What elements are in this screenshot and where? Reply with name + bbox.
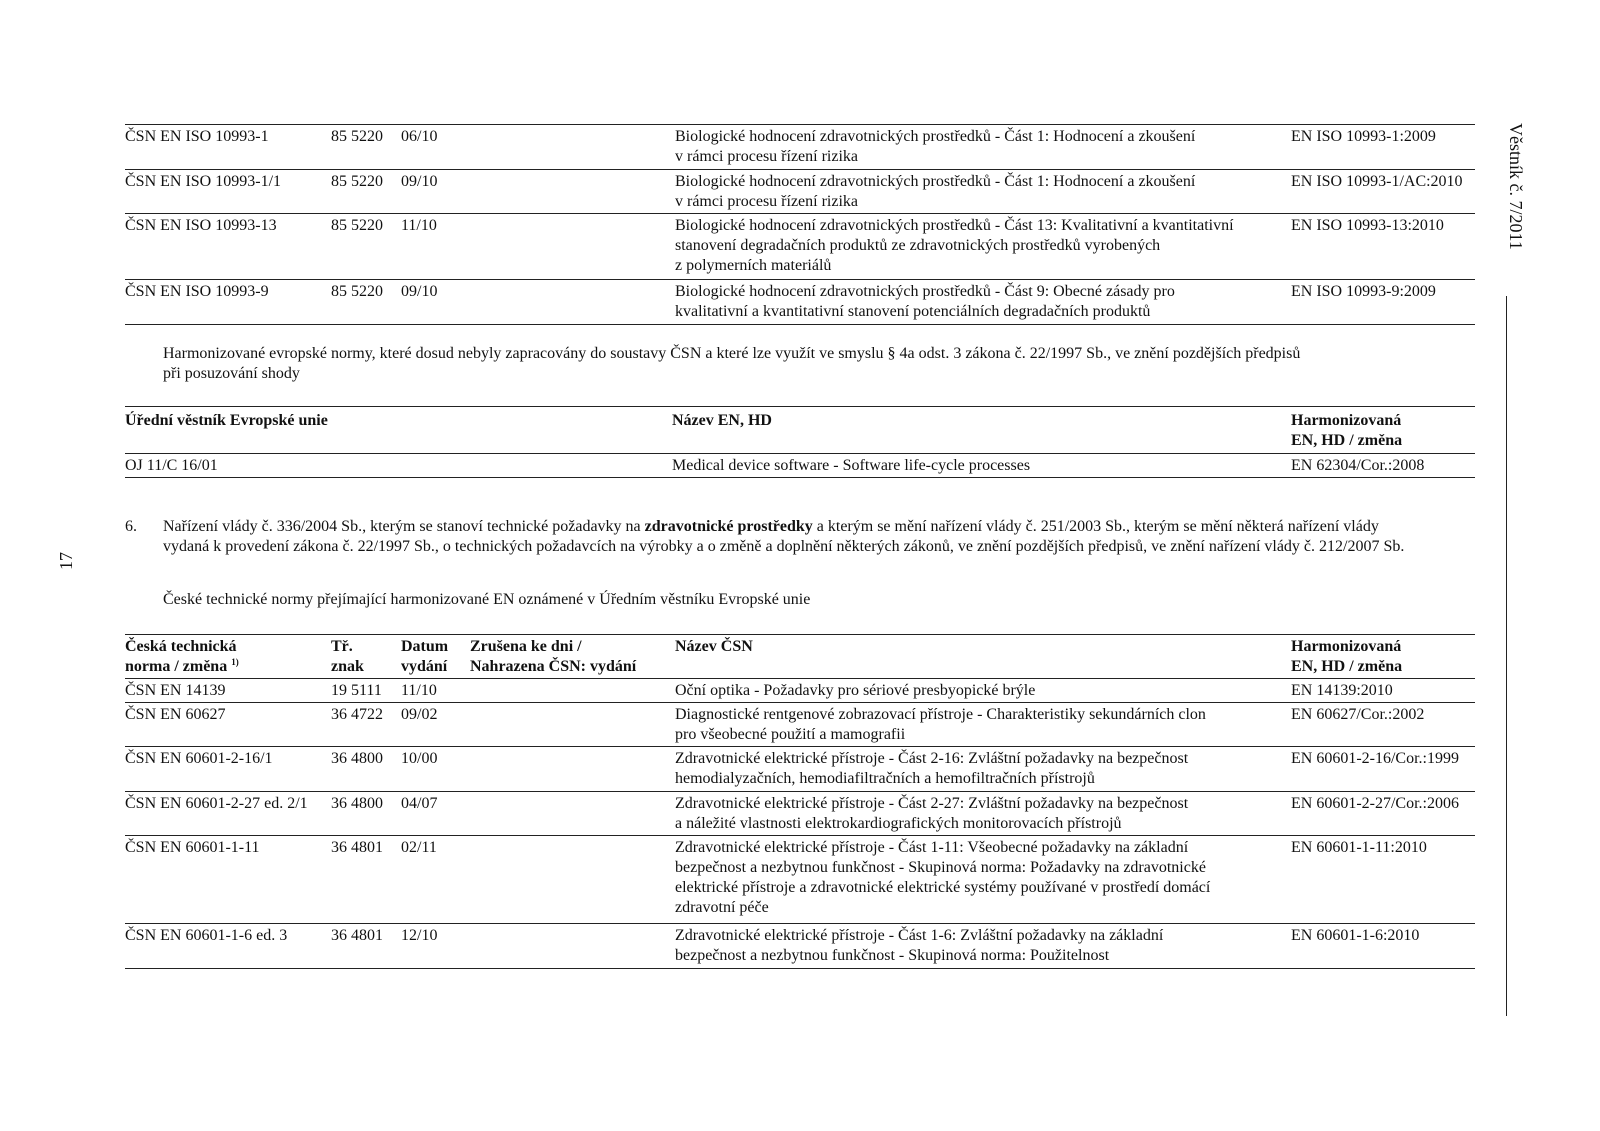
class-code: 36 4800: [331, 750, 383, 767]
section-number: 6.: [125, 518, 137, 535]
harmonized-norm: EN 62304/Cor.:2008: [1291, 457, 1425, 474]
norm-title-line: Diagnostické rentgenové zobrazovací přístroje - Charakteristiky sekundárních clon: [675, 706, 1206, 723]
norm-title: [675, 926, 1275, 966]
table2-header-rule: [125, 453, 1475, 454]
norm-title-line: Biologické hodnocení zdravotnických prostředků - Část 9: Obecné zásady pro: [675, 283, 1175, 300]
czech-norms-intro: České technické normy přejímající harmonizované EN oznámené v Úředním věstníku Evropské unie: [163, 591, 811, 608]
table3-row-rule: [125, 791, 1475, 792]
harmonized-norm: EN ISO 10993-1:2009: [1291, 128, 1436, 145]
issue-date: 09/10: [401, 283, 438, 300]
norm-title: [675, 705, 1275, 745]
side-rule: [1506, 296, 1507, 1016]
page-number: 17: [56, 552, 76, 570]
table1-bottom-rule: [125, 324, 1475, 325]
issue-date: 11/10: [401, 217, 437, 234]
norm-title-line: Biologické hodnocení zdravotnických prostředků - Část 1: Hodnocení a zkoušení: [675, 173, 1196, 190]
class-code: 85 5220: [331, 173, 383, 190]
issue-date: 09/10: [401, 173, 438, 190]
class-code: 85 5220: [331, 283, 383, 300]
harmonized-intro-paragraph: [163, 344, 1300, 384]
header-line: [125, 657, 239, 677]
norm-title: Medical device software - Software life-cycle processes: [672, 457, 1031, 474]
norm-title-line: v rámci procesu řízení rizika: [675, 193, 859, 210]
norm-code: ČSN EN ISO 10993-13: [125, 217, 277, 234]
norm-title-line: bezpečnost a nezbytnou funkčnost - Skupinová norma: Požadavky na zdravotnické: [675, 859, 1206, 876]
harmonized-norm: EN 60601-2-27/Cor.:2006: [1291, 795, 1459, 812]
table3-bottom-rule: [125, 968, 1475, 969]
norm-title: [675, 838, 1275, 918]
norm-title-line: zdravotní péče: [675, 899, 769, 916]
header-line: Nahrazena ČSN: vydání: [470, 658, 637, 675]
class-code: 85 5220: [331, 217, 383, 234]
table2-top-rule: [125, 406, 1475, 407]
table1-row-rule: [125, 213, 1475, 214]
norm-title-line: Biologické hodnocení zdravotnických prostředků - Část 13: Kvalitativní a kvantitativní: [675, 217, 1234, 234]
harmonized-norm: EN ISO 10993-1/AC:2010: [1291, 173, 1463, 190]
issue-date: 02/11: [401, 839, 437, 856]
header-line: Česká technická: [125, 638, 237, 655]
issue-date: 09/02: [401, 706, 438, 723]
header-text: norma / změna: [125, 658, 228, 675]
norm-title-line: Zdravotnické elektrické přístroje - Část 2-16: Zvláštní požadavky na bezpečnost: [675, 750, 1189, 767]
norm-title-line: Zdravotnické elektrické přístroje - Část 1-6: Zvláštní požadavky na základní: [675, 927, 1164, 944]
header-line: EN, HD / změna: [1291, 658, 1403, 675]
norm-title-line: elektrické přístroje a zdravotnické elektrické systémy používané v prostředí domácí: [675, 879, 1211, 896]
issue-date: 10/00: [401, 750, 438, 767]
header-line: Harmonizovaná: [1291, 638, 1402, 655]
norm-code: ČSN EN 60627: [125, 706, 226, 723]
table3-header-withdrawn: [470, 637, 636, 677]
table3-row-rule: [125, 702, 1475, 703]
header-line: vydání: [401, 658, 448, 675]
issue-date: 06/10: [401, 128, 438, 145]
norm-code: ČSN EN 60601-1-11: [125, 839, 260, 856]
class-code: 36 4801: [331, 927, 383, 944]
norm-title-line: hemodialyzačních, hemodiafiltračních a hemofiltračních přístrojů: [675, 770, 1095, 787]
table2-bottom-rule: [125, 477, 1475, 478]
paragraph-line: při posuzování shody: [163, 365, 300, 382]
side-header: Věstník č. 7/2011: [1506, 123, 1526, 250]
norm-code: ČSN EN ISO 10993-1/1: [125, 173, 282, 190]
harmonized-norm: EN 60601-2-16/Cor.:1999: [1291, 750, 1459, 767]
table3-header-date: [401, 637, 448, 677]
norm-code: ČSN EN ISO 10993-9: [125, 283, 269, 300]
norm-title-line: bezpečnost a nezbytnou funkčnost - Skupinová norma: Použitelnost: [675, 947, 1110, 964]
class-code: 85 5220: [331, 128, 383, 145]
norm-title: [675, 794, 1275, 834]
header-line: Tř.: [331, 638, 353, 655]
norm-title: [675, 749, 1275, 789]
norm-code: ČSN EN 60601-2-27 ed. 2/1: [125, 795, 308, 812]
norm-title-line: kvalitativní a kvantitativní stanovení potenciálních degradačních produktů: [675, 303, 1151, 320]
harmonized-norm: EN ISO 10993-13:2010: [1291, 217, 1444, 234]
table1-top-rule: [125, 124, 1475, 125]
table3-row-rule: [125, 923, 1475, 924]
section-6-text: [163, 517, 1404, 557]
harmonized-norm: EN 14139:2010: [1291, 682, 1393, 699]
norm-title-line: Zdravotnické elektrické přístroje - Část 1-11: Všeobecné požadavky na základní: [675, 839, 1189, 856]
norm-title-line: z polymerních materiálů: [675, 257, 832, 274]
norm-title: [675, 216, 1275, 276]
table3-row-rule: [125, 835, 1475, 836]
class-code: 36 4722: [331, 706, 383, 723]
norm-title: [675, 127, 1275, 167]
class-code: 36 4801: [331, 839, 383, 856]
norm-title-line: v rámci procesu řízení rizika: [675, 148, 859, 165]
table2-header-title: Název EN, HD: [672, 412, 772, 429]
header-line: Harmonizovaná: [1291, 412, 1402, 429]
norm-title-line: stanovení degradačních produktů ze zdravotnických prostředků vyrobených: [675, 237, 1161, 254]
table1-row-rule: [125, 169, 1475, 170]
table3-top-rule: [125, 634, 1475, 635]
norm-title-line: Oční optika - Požadavky pro sériové presbyopické brýle: [675, 682, 1036, 699]
section-text: Nařízení vlády č. 336/2004 Sb., kterým se stanoví technické požadavky na: [163, 518, 645, 535]
table3-header-norm: [125, 637, 239, 677]
table3-header-harmonized: [1291, 637, 1402, 677]
header-line: EN, HD / změna: [1291, 432, 1403, 449]
table3-row-rule: [125, 746, 1475, 747]
header-line: Zrušena ke dni /: [470, 638, 582, 655]
issue-date: 11/10: [401, 682, 437, 699]
norm-code: ČSN EN ISO 10993-1: [125, 128, 269, 145]
harmonized-norm: EN 60601-1-6:2010: [1291, 927, 1420, 944]
section-text: a kterým se mění nařízení vlády č. 251/2003 Sb., kterým se mění některá nařízení vlády: [812, 518, 1379, 535]
table2-header-harmonized: [1291, 411, 1402, 451]
footnote-mark: 1): [231, 657, 239, 667]
norm-title-line: Biologické hodnocení zdravotnických prostředků - Část 1: Hodnocení a zkoušení: [675, 128, 1196, 145]
table3-header-rule: [125, 678, 1475, 679]
table2-header-journal: Úřední věstník Evropské unie: [125, 412, 328, 429]
journal-ref: OJ 11/C 16/01: [125, 457, 218, 474]
section-line: [163, 517, 1404, 537]
table3-header-title: Název ČSN: [675, 638, 753, 655]
norm-title-line: pro všeobecné použití a mamografii: [675, 726, 906, 743]
norm-title-line: Zdravotnické elektrické přístroje - Část 2-27: Zvláštní požadavky na bezpečnost: [675, 795, 1189, 812]
harmonized-norm: EN 60627/Cor.:2002: [1291, 706, 1425, 723]
harmonized-norm: EN 60601-1-11:2010: [1291, 839, 1427, 856]
norm-title: [675, 681, 1275, 701]
harmonized-norm: EN ISO 10993-9:2009: [1291, 283, 1436, 300]
norm-title: [675, 172, 1275, 212]
norm-code: ČSN EN 60601-1-6 ed. 3: [125, 927, 288, 944]
section-line: vydaná k provedení zákona č. 22/1997 Sb., o technických požadavcích na výrobky a o změně a doplnění některých zákonů, ve znění pozdějších předpisů, ve znění nařízení vlády č. 212/2007 Sb.: [163, 538, 1405, 555]
header-line: Datum: [401, 638, 449, 655]
table3-header-class: [331, 637, 364, 677]
norm-code: ČSN EN 60601-2-16/1: [125, 750, 273, 767]
section-text-bold: zdravotnické prostředky: [644, 518, 813, 535]
class-code: 36 4800: [331, 795, 383, 812]
norm-title-line: a náležité vlastnosti elektrokardiografických monitorovacích přístrojů: [675, 815, 1122, 832]
norm-title: [675, 282, 1275, 322]
issue-date: 12/10: [401, 927, 438, 944]
paragraph-line: Harmonizované evropské normy, které dosud nebyly zapracovány do soustavy ČSN a které lze využít ve smyslu § 4a odst. 3 zákona č. 22/1997 Sb., ve znění pozdějších předpisů: [163, 345, 1301, 362]
table1-row-rule: [125, 279, 1475, 280]
norm-code: ČSN EN 14139: [125, 682, 226, 699]
class-code: 19 5111: [331, 682, 382, 699]
issue-date: 04/07: [401, 795, 438, 812]
header-line: znak: [331, 658, 364, 675]
